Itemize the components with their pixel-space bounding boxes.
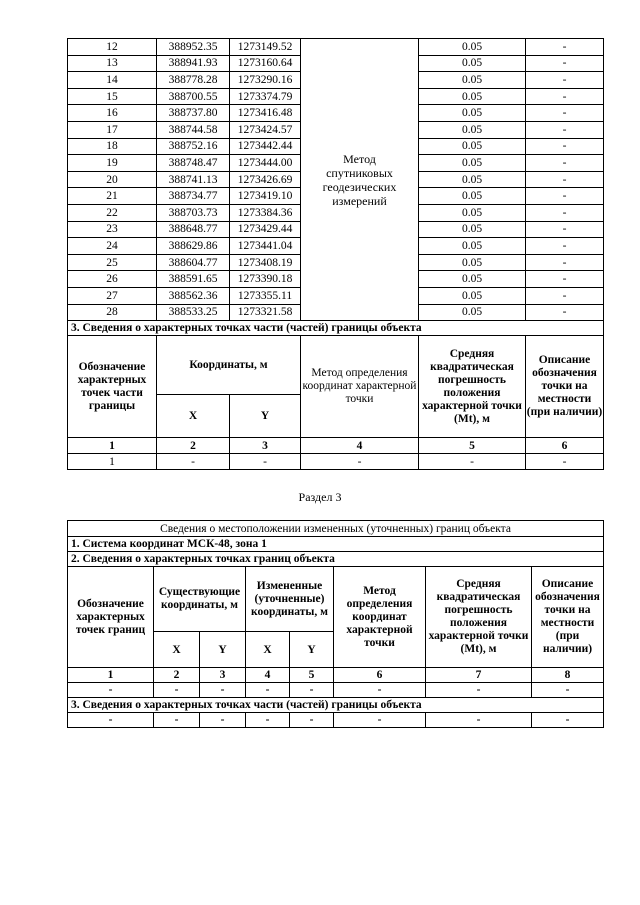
cell-y: 1273416.48 [230,105,301,122]
cell-mt: 0.05 [419,238,526,255]
cell-mt: 0.05 [419,254,526,271]
cell-y: 1273424.57 [230,121,301,138]
cell-mt: 0.05 [419,188,526,205]
table-row [68,39,604,56]
cell-n: 13 [68,55,157,72]
section-heading: Раздел 3 [298,490,342,504]
cell-mt: 0.05 [419,138,526,155]
cell-desc: - [526,204,604,221]
table-cell: - [154,713,200,728]
cell-n: 20 [68,171,157,188]
table-cell: - [532,683,604,698]
cell-x: 388703.73 [157,204,230,221]
cell-n: 19 [68,155,157,172]
cell-n: 15 [68,88,157,105]
table-cell: - [419,454,526,470]
column-number: 2 [157,438,230,454]
cell-mt: 0.05 [419,221,526,238]
column-number: 3 [200,668,246,683]
table-cell: - [246,713,290,728]
part-points-title: 3. Сведения о характерных точках части (частей) границы объекта [68,698,604,713]
cell-n: 12 [68,39,157,56]
cell-desc: - [526,39,604,56]
table-cell: 1 [68,454,157,470]
cell-y: 1273408.19 [230,254,301,271]
cell-x: 388629.86 [157,238,230,255]
column-number: 8 [532,668,604,683]
header-y: Y [230,395,301,438]
cell-x: 388748.47 [157,155,230,172]
cell-desc: - [526,254,604,271]
cell-y: 1273419.10 [230,188,301,205]
coord-system: 1. Система координат МСК-48, зона 1 [68,537,604,552]
table-cell: - [290,683,334,698]
cell-mt: 0.05 [419,105,526,122]
column-number: 5 [290,668,334,683]
cell-x: 388700.55 [157,88,230,105]
cell-mt: 0.05 [419,287,526,304]
cell-y: 1273441.04 [230,238,301,255]
table-cell: - [68,683,154,698]
cell-y: 1273160.64 [230,55,301,72]
table-cell: - [532,713,604,728]
column-number: 5 [419,438,526,454]
table2-title: Сведения о местоположении измененных (уточненных) границ объекта [68,521,604,537]
cell-y: 1273321.58 [230,304,301,321]
cell-y: 1273149.52 [230,39,301,56]
cell-mt: 0.05 [419,88,526,105]
header-point: Обозначение характерных точек границ [68,567,154,668]
header-coords: Координаты, м [157,336,301,395]
header-desc: Описание обозначения точки на местности (при наличии) [532,567,604,668]
header-x-existing: X [154,632,200,668]
table-cell: - [290,713,334,728]
table-cell: - [334,713,426,728]
cell-desc: - [526,72,604,89]
header-y-existing: Y [200,632,246,668]
cell-x: 388533.25 [157,304,230,321]
cell-x: 388604.77 [157,254,230,271]
cell-n: 22 [68,204,157,221]
cell-y: 1273290.16 [230,72,301,89]
cell-x: 388734.77 [157,188,230,205]
header-method: Метод определения координат характерной точки [334,567,426,668]
cell-n: 21 [68,188,157,205]
table-cell: - [301,454,419,470]
table-cell: - [246,683,290,698]
cell-y: 1273390.18 [230,271,301,288]
cell-n: 18 [68,138,157,155]
cell-n: 25 [68,254,157,271]
column-number: 2 [154,668,200,683]
cell-desc: - [526,138,604,155]
cell-desc: - [526,105,604,122]
table-cell: - [68,713,154,728]
cell-n: 27 [68,287,157,304]
cell-n: 14 [68,72,157,89]
cell-desc: - [526,221,604,238]
header-changed: Измененные (уточненные) координаты, м [246,567,334,632]
column-number: 3 [230,438,301,454]
column-number: 6 [526,438,604,454]
column-number: 4 [301,438,419,454]
cell-mt: 0.05 [419,271,526,288]
cell-mt: 0.05 [419,204,526,221]
cell-x: 388778.28 [157,72,230,89]
points-section-title: 2. Сведения о характерных точках границ объекта [68,552,604,567]
table-cell: - [200,713,246,728]
part-points-title: 3. Сведения о характерных точках части (частей) границы объекта [68,321,604,336]
cell-mt: 0.05 [419,72,526,89]
cell-y: 1273442.44 [230,138,301,155]
cell-desc: - [526,155,604,172]
table-cell: - [157,454,230,470]
cell-n: 26 [68,271,157,288]
column-number: 4 [246,668,290,683]
table-cell: - [200,683,246,698]
table-cell: - [154,683,200,698]
boundary-points-table [67,38,604,470]
header-existing: Существующие координаты, м [154,567,246,632]
cell-mt: 0.05 [419,171,526,188]
header-method: Метод определения координат характерной точки [301,336,419,438]
cell-desc: - [526,238,604,255]
header-y-changed: Y [290,632,334,668]
cell-x: 388591.65 [157,271,230,288]
table-cell: - [526,454,604,470]
cell-desc: - [526,287,604,304]
cell-x: 388648.77 [157,221,230,238]
cell-desc: - [526,88,604,105]
cell-n: 23 [68,221,157,238]
cell-desc: - [526,171,604,188]
header-x-changed: X [246,632,290,668]
cell-desc: - [526,304,604,321]
cell-y: 1273374.79 [230,88,301,105]
table-cell: - [334,683,426,698]
header-point: Обозначение характерных точек части границы [68,336,157,438]
cell-desc: - [526,188,604,205]
cell-x: 388941.93 [157,55,230,72]
cell-mt: 0.05 [419,304,526,321]
column-number: 1 [68,438,157,454]
table-cell: - [230,454,301,470]
cell-desc: - [526,121,604,138]
cell-y: 1273355.11 [230,287,301,304]
cell-y: 1273384.36 [230,204,301,221]
header-desc: Описание обозначения точки на местности (при наличии) [526,336,604,438]
cell-mt: 0.05 [419,39,526,56]
cell-n: 16 [68,105,157,122]
cell-x: 388741.13 [157,171,230,188]
cell-x: 388737.80 [157,105,230,122]
cell-mt: 0.05 [419,55,526,72]
column-number: 6 [334,668,426,683]
table-cell: - [426,713,532,728]
changed-boundaries-table [67,520,604,728]
cell-desc: - [526,55,604,72]
header-mt: Средняя квадратическая погрешность положения характерной точки (Mt), м [419,336,526,438]
cell-x: 388752.16 [157,138,230,155]
cell-desc: - [526,271,604,288]
method-cell: Метод спутниковых геодезических измерений [301,39,419,321]
cell-x: 388952.35 [157,39,230,56]
cell-mt: 0.05 [419,121,526,138]
cell-mt: 0.05 [419,155,526,172]
cell-y: 1273429.44 [230,221,301,238]
cell-n: 17 [68,121,157,138]
cell-x: 388744.58 [157,121,230,138]
cell-n: 24 [68,238,157,255]
cell-n: 28 [68,304,157,321]
cell-y: 1273444.00 [230,155,301,172]
cell-x: 388562.36 [157,287,230,304]
header-x: X [157,395,230,438]
column-number: 1 [68,668,154,683]
cell-y: 1273426.69 [230,171,301,188]
table-cell: - [426,683,532,698]
column-number: 7 [426,668,532,683]
header-mt: Средняя квадратическая погрешность положения характерной точки (Mt), м [426,567,532,668]
